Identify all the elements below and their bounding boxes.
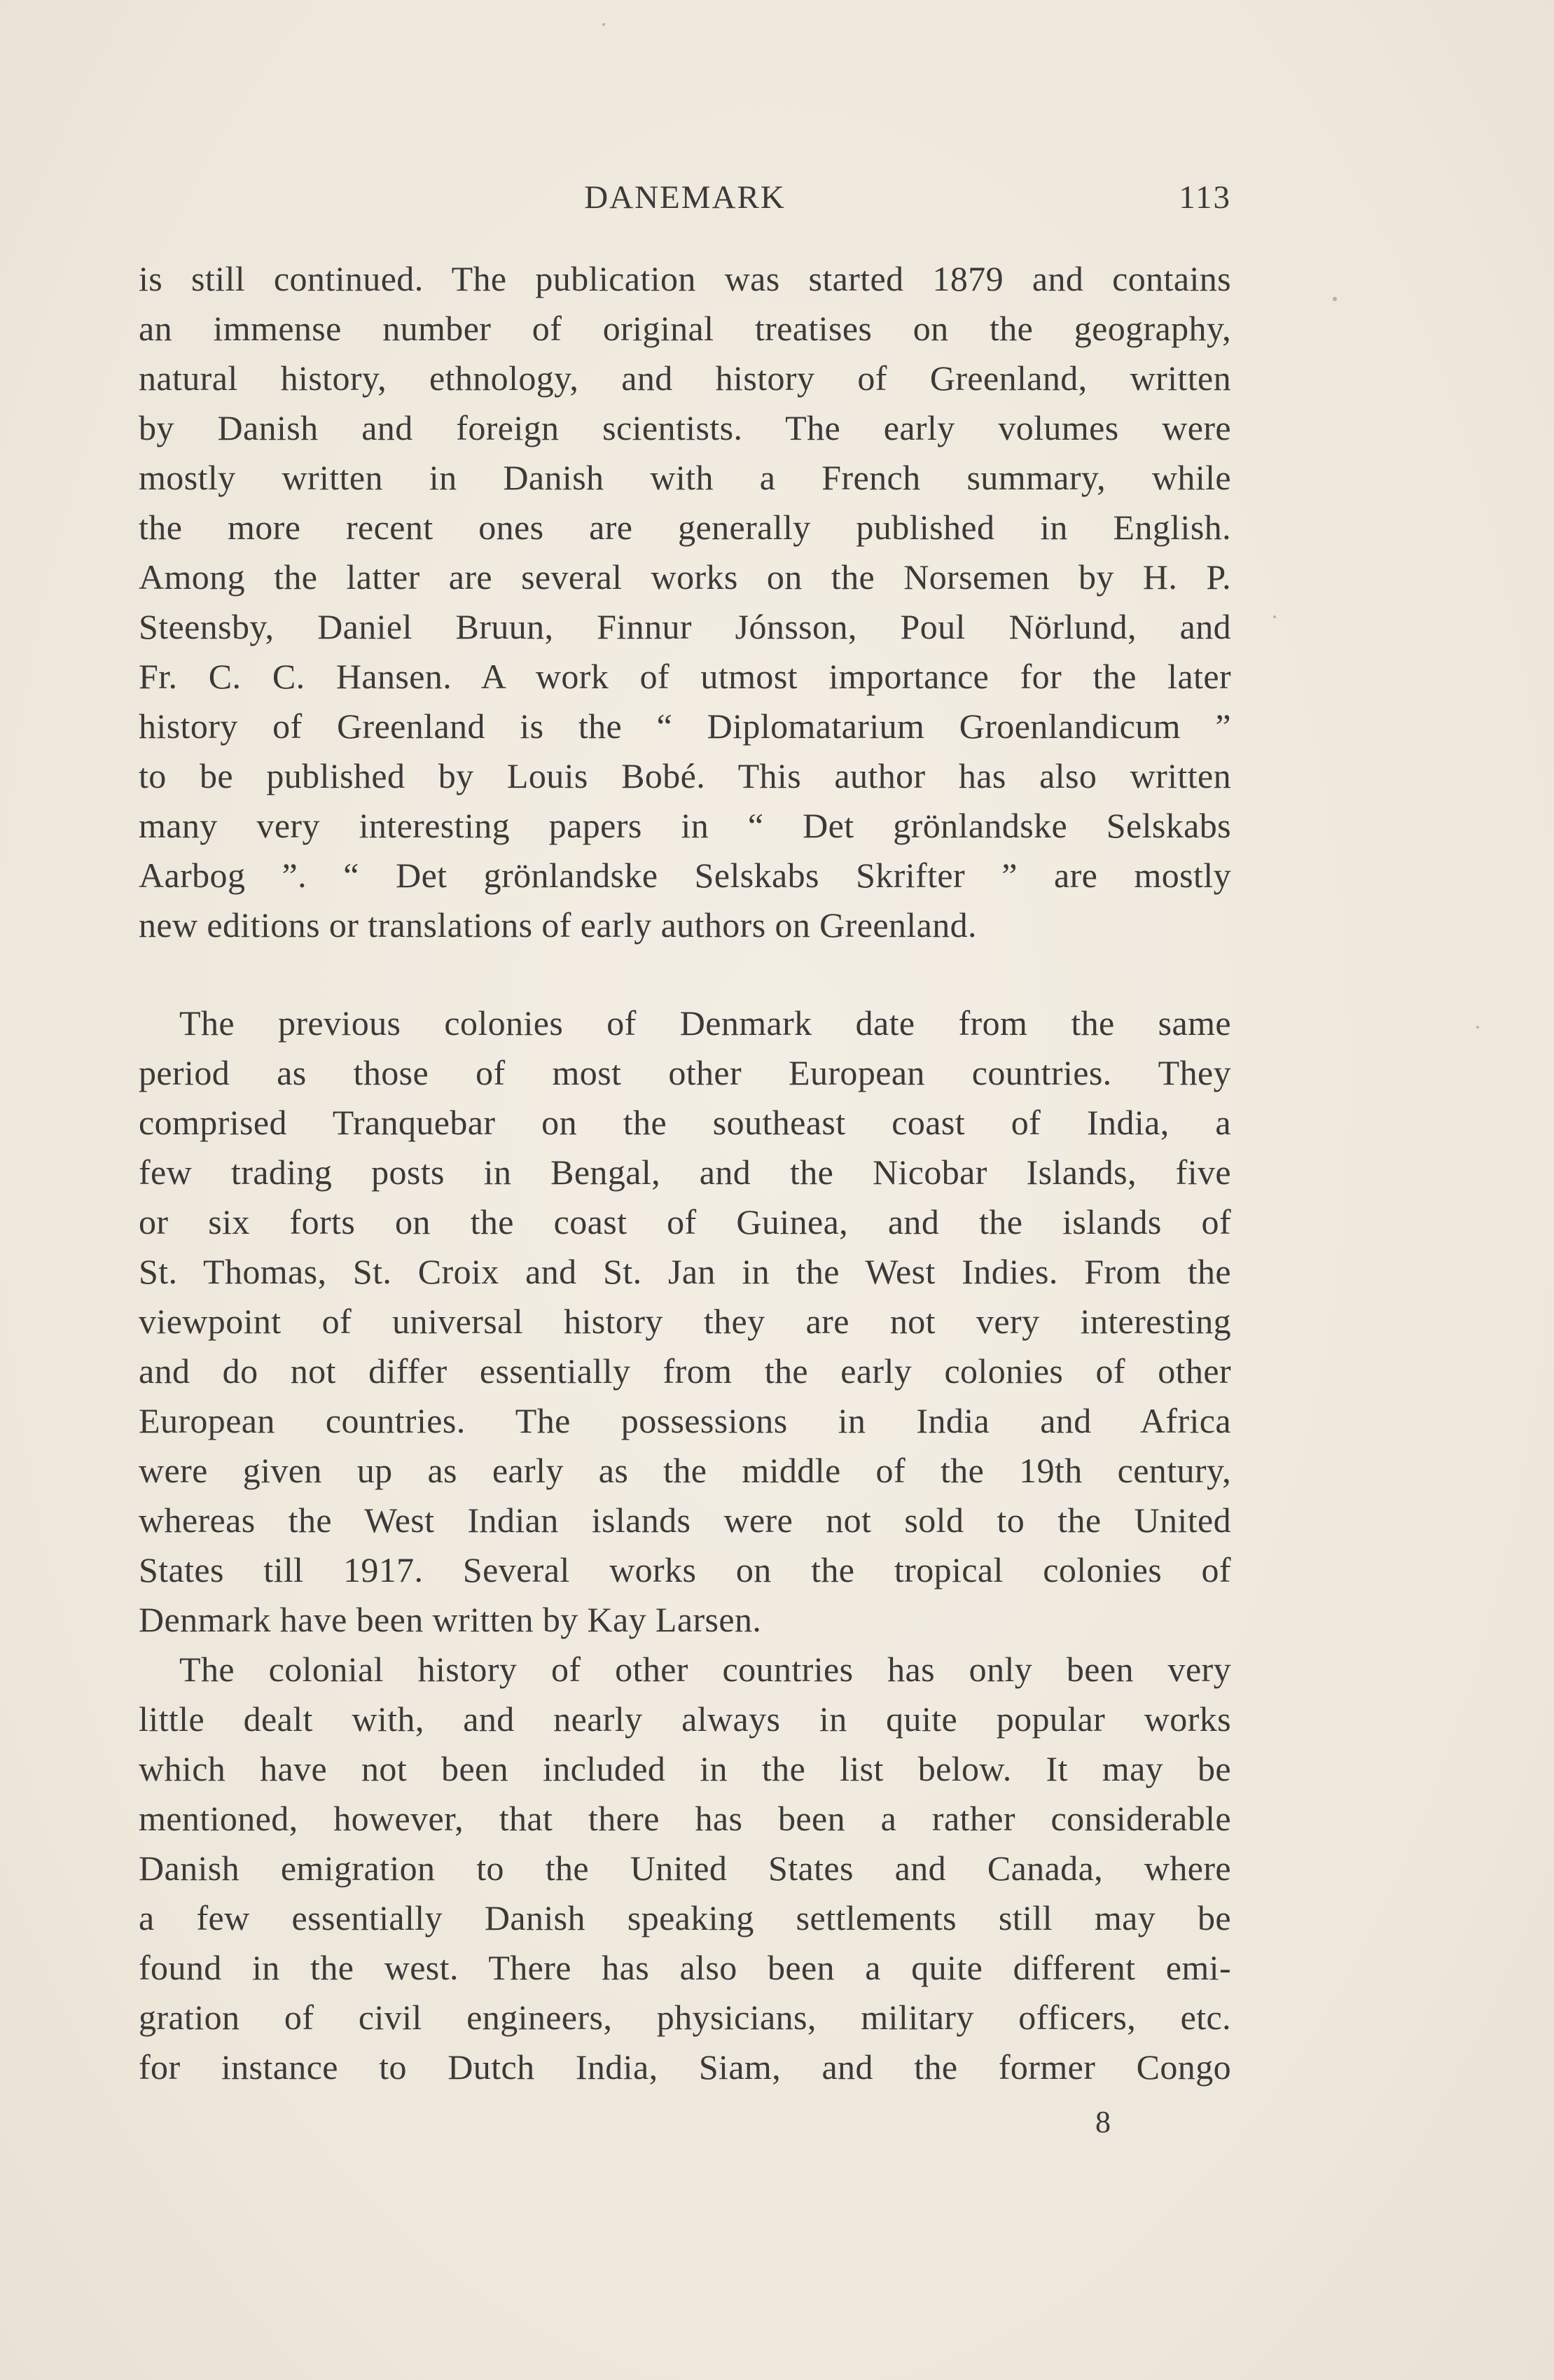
text-line: Aarbog ”. “ Det grönlandske Selskabs Skrifter ” are mostly [139,856,1231,895]
text-line: few trading posts in Bengal, and the Nicobar Islands, five [139,1153,1231,1192]
text-line: The colonial history of other countries has only been very [179,1650,1231,1689]
text-line: a few essentially Danish speaking settlements still may be [139,1898,1231,1937]
text-line: to be published by Louis Bobé. This author has also written [139,756,1231,795]
text-line: Danish emigration to the United States and Canada, where [139,1849,1231,1888]
page-number: 113 [1179,179,1231,216]
signature-mark: 8 [1095,2105,1111,2139]
text-line: or six forts on the coast of Guinea, and the islands of [139,1202,1231,1241]
text-line: many very interesting papers in “ Det grönlandske Selskabs [139,806,1231,845]
paragraph-3 [139,1645,1231,2092]
text-line: an immense number of original treatises on the geography, [139,309,1231,348]
text-line: Denmark have been written by Kay Larsen. [139,1600,762,1639]
paragraph-1 [139,254,1231,950]
text-line: St. Thomas, St. Croix and St. Jan in the West Indies. From the [139,1252,1231,1291]
text-line: by Danish and foreign scientists. The early volumes were [139,408,1231,447]
text-line: for instance to Dutch India, Siam, and the former Congo [139,2047,1231,2087]
paper-speck [1476,1026,1479,1029]
text-line: Fr. C. C. Hansen. A work of utmost importance for the later [139,657,1231,696]
paper-speck [1273,615,1276,618]
text-line: mostly written in Danish with a French summary, while [139,458,1231,497]
text-line: the more recent ones are generally published in English. [139,508,1231,547]
text-line: Among the latter are several works on the Norsemen by H. P. [139,557,1231,597]
text-line: natural history, ethnology, and history of Greenland, written [139,359,1231,398]
text-line: period as those of most other European countries. They [139,1053,1231,1092]
text-line: mentioned, however, that there has been a rather considerable [139,1799,1231,1838]
text-line: States till 1917. Several works on the tropical colonies of [139,1550,1231,1589]
paragraph-2 [139,998,1231,1645]
text-line: viewpoint of universal history they are not very interesting [139,1302,1231,1341]
text-line: new editions or translations of early authors on Greenland. [139,905,977,945]
text-line: Steensby, Daniel Bruun, Finnur Jónsson, Poul Nörlund, and [139,607,1231,646]
text-line: which have not been included in the list below. It may be [139,1749,1231,1788]
text-line: history of Greenland is the “ Diplomatarium Groenlandicum ” [139,707,1231,746]
body-text [139,254,1231,2092]
paper-speck [1333,297,1337,301]
text-line: The previous colonies of Denmark date from the same [179,1003,1231,1043]
text-line: and do not differ essentially from the early colonies of other [139,1351,1231,1391]
text-line: found in the west. There has also been a quite different emi- [139,1948,1231,1987]
text-line: were given up as early as the middle of the 19th century, [139,1451,1231,1490]
text-line: little dealt with, and nearly always in quite popular works [139,1699,1231,1739]
text-line: comprised Tranquebar on the southeast coast of India, a [139,1103,1231,1142]
text-line: gration of civil engineers, physicians, military officers, etc. [139,1998,1231,2037]
text-line: whereas the West Indian islands were not sold to the United [139,1501,1231,1540]
paper-speck [602,23,605,26]
running-title: DANEMARK [584,179,786,216]
running-head [139,179,1231,221]
paragraph-gap [139,950,1231,998]
text-line: is still continued. The publication was started 1879 and contains [139,259,1231,298]
text-line: European countries. The possessions in India and Africa [139,1401,1231,1440]
